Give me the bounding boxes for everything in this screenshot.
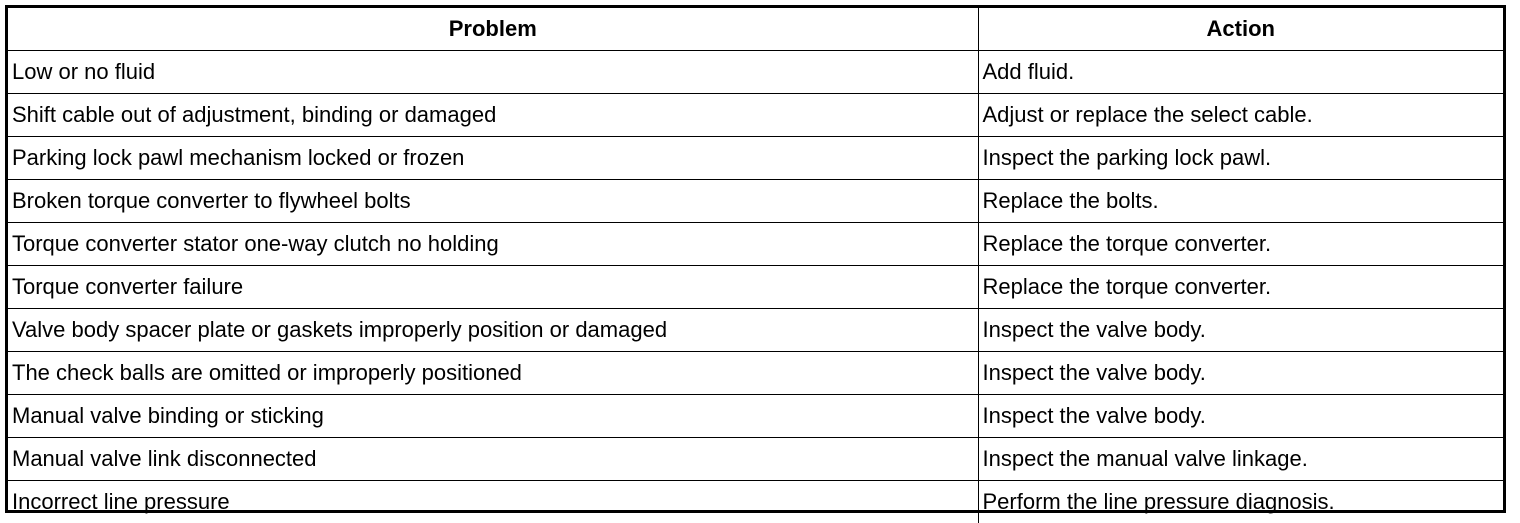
action-cell: Replace the torque converter. — [978, 223, 1503, 266]
action-cell: Inspect the parking lock pawl. — [978, 137, 1503, 180]
action-cell: Inspect the manual valve linkage. — [978, 438, 1503, 481]
problem-cell: Valve body spacer plate or gaskets improperly position or damaged — [8, 309, 978, 352]
table-row — [8, 309, 1503, 352]
table-row — [8, 266, 1503, 309]
action-cell: Inspect the valve body. — [978, 395, 1503, 438]
action-cell: Replace the torque converter. — [978, 266, 1503, 309]
table-row — [8, 180, 1503, 223]
problem-cell: Torque converter failure — [8, 266, 978, 309]
problem-cell: Manual valve link disconnected — [8, 438, 978, 481]
action-cell: Adjust or replace the select cable. — [978, 94, 1503, 137]
action-cell: Perform the line pressure diagnosis. — [978, 481, 1503, 523]
action-cell: Add fluid. — [978, 51, 1503, 94]
problem-column-header: Problem — [8, 8, 978, 51]
table-row — [8, 223, 1503, 266]
problem-cell: The check balls are omitted or improperly positioned — [8, 352, 978, 395]
action-cell: Replace the bolts. — [978, 180, 1503, 223]
problem-cell: Torque converter stator one-way clutch no holding — [8, 223, 978, 266]
problem-cell: Manual valve binding or sticking — [8, 395, 978, 438]
action-cell: Inspect the valve body. — [978, 309, 1503, 352]
diagnosis-table — [5, 5, 1506, 513]
table-row — [8, 438, 1503, 481]
problem-cell: Incorrect line pressure — [8, 481, 978, 523]
action-cell: Inspect the valve body. — [978, 352, 1503, 395]
table-header-row — [8, 8, 1503, 51]
problem-cell: Parking lock pawl mechanism locked or frozen — [8, 137, 978, 180]
action-column-header: Action — [978, 8, 1503, 51]
table-row — [8, 481, 1503, 523]
problem-cell: Low or no fluid — [8, 51, 978, 94]
table-row — [8, 51, 1503, 94]
table-row — [8, 94, 1503, 137]
table-row — [8, 352, 1503, 395]
problem-cell: Shift cable out of adjustment, binding or damaged — [8, 94, 978, 137]
problem-cell: Broken torque converter to flywheel bolts — [8, 180, 978, 223]
table-row — [8, 137, 1503, 180]
problem-action-table — [8, 8, 1503, 523]
table-row — [8, 395, 1503, 438]
